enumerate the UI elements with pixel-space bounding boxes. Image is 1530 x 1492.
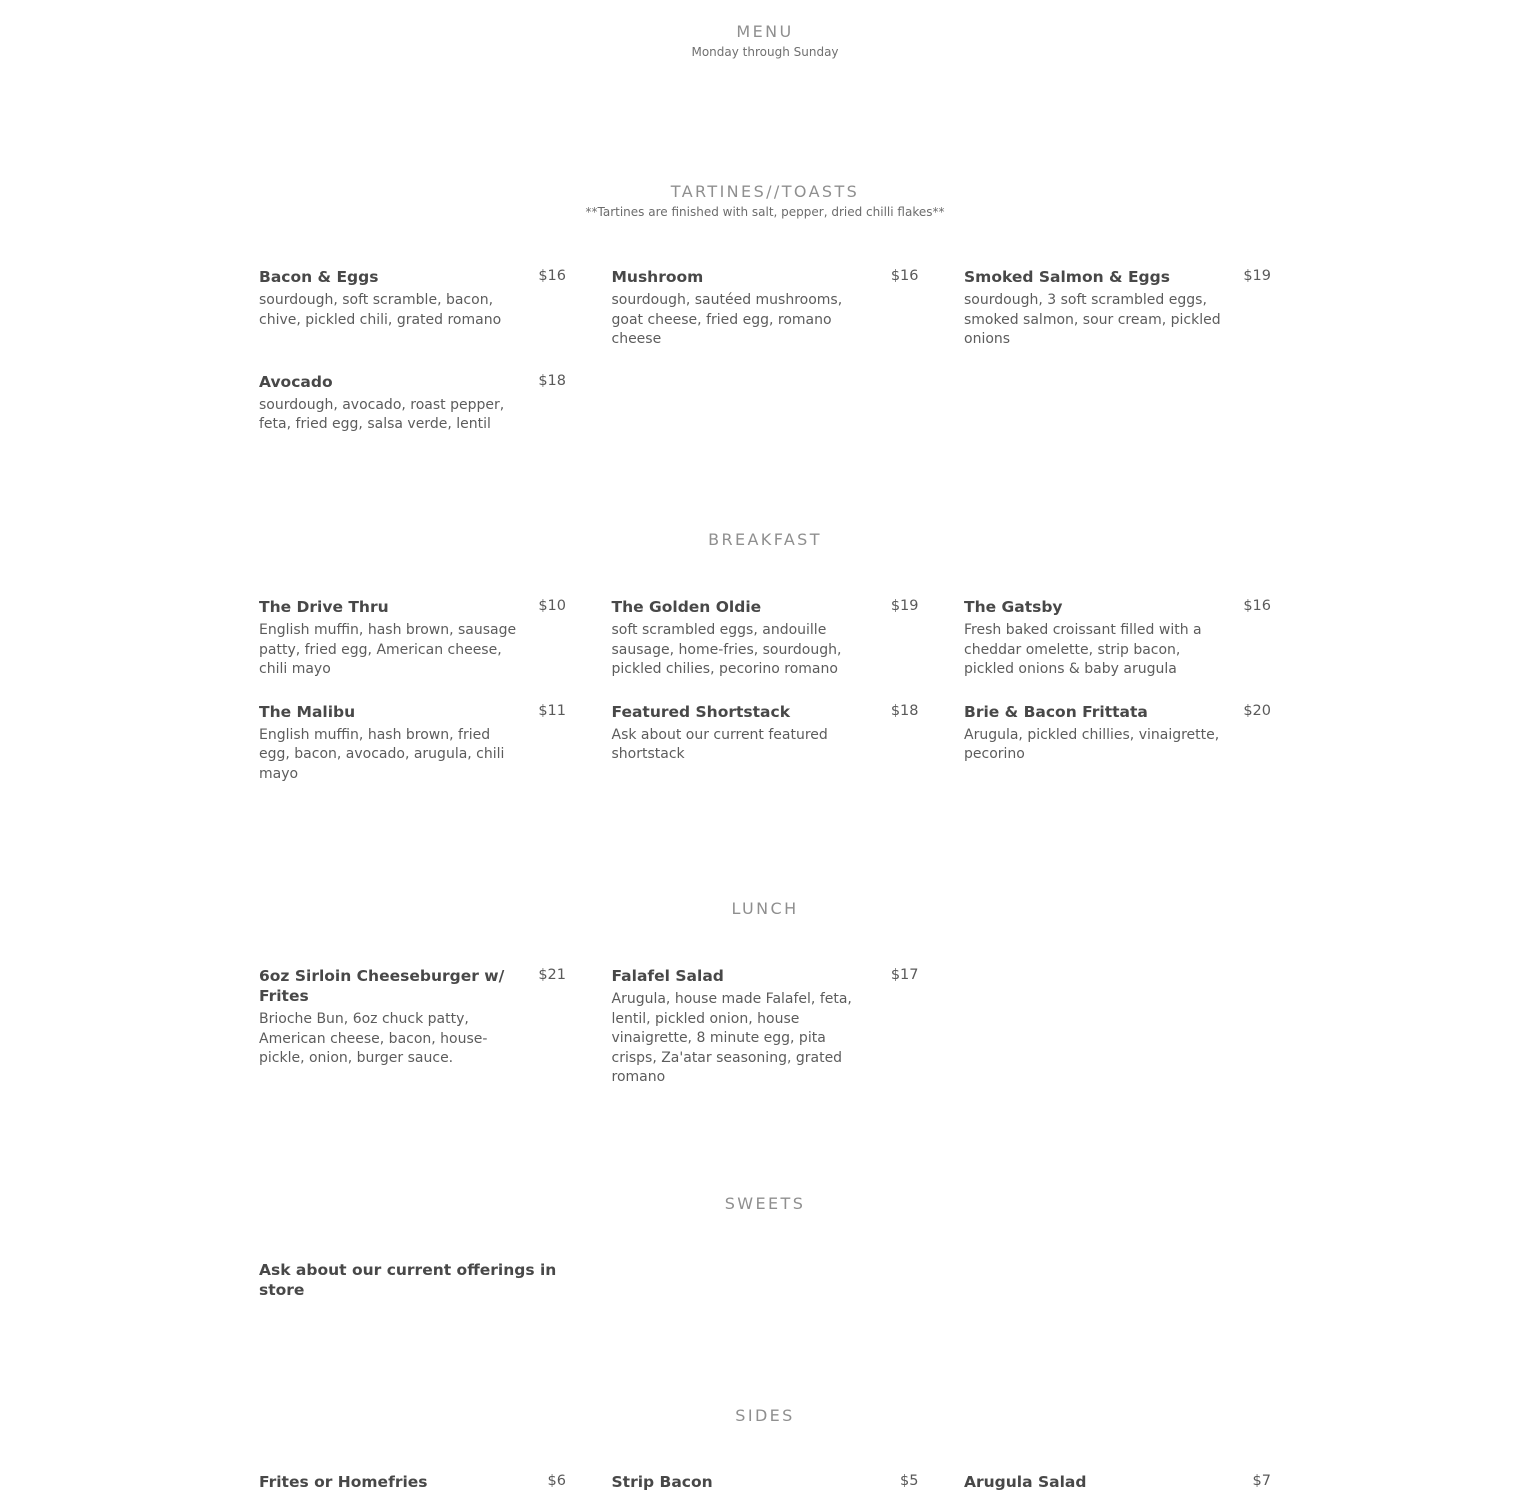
menu-item (612, 267, 919, 350)
menu-title: MENU (736, 22, 794, 41)
item-name: Smoked Salmon & Eggs (964, 268, 1170, 286)
section-sides (0, 1406, 1530, 1426)
item-description: sourdough, soft scramble, bacon, chive, pickled chili, grated romano (259, 292, 502, 328)
item-name: Brie & Bacon Frittata (964, 702, 1148, 721)
item-name: Strip Bacon (611, 1473, 713, 1491)
section-head (0, 182, 1530, 220)
item-price: $19 (890, 598, 919, 614)
menu-item (259, 597, 566, 680)
menu-item (259, 267, 566, 350)
item-description: Arugula, house made Falafel, feta, lentil, pickled onion, house vinaigrette, 8 minute egg, pita crisps, Za'atar seasoning, grated romano (611, 991, 852, 1085)
item-price: $21 (538, 967, 566, 983)
item-price: $11 (538, 702, 566, 719)
item-price: $20 (1243, 702, 1271, 719)
menu-item (964, 267, 1271, 350)
menu-item (259, 372, 566, 435)
item-name: Arugula Salad (964, 1473, 1087, 1491)
item-name: The Drive Thru (259, 598, 389, 616)
item-name: Ask about our current offerings in store (259, 1261, 557, 1299)
menu-header (0, 22, 1530, 60)
tartines-grid (259, 267, 1271, 435)
item-price: $16 (538, 268, 566, 284)
menu-item (612, 702, 919, 785)
menu-item (964, 597, 1271, 680)
section-head (0, 1406, 1530, 1426)
item-price: $6 (547, 1473, 566, 1489)
item-description: sourdough, 3 soft scrambled eggs, smoked salmon, sour cream, pickled onions (964, 292, 1221, 347)
item-description: Arugula, pickled chillies, vinaigrette, pecorino (964, 726, 1220, 762)
item-name: Featured Shortstack (611, 702, 791, 721)
item-description: soft scrambled eggs, andouille sausage, home-fries, sourdough, pickled chilies, pecorino romano (611, 622, 842, 677)
item-description: English muffin, hash brown, fried egg, bacon, avocado, arugula, chili mayo (259, 726, 505, 782)
item-price: $5 (900, 1473, 919, 1489)
item-description: Brioche Bun, 6oz chuck patty, American cheese, bacon, house-pickle, onion, burger sauce. (259, 1011, 488, 1066)
lunch-grid (259, 966, 1271, 1088)
section-title: SWEETS (724, 1194, 806, 1213)
section-tartines (0, 182, 1530, 220)
item-description: English muffin, hash brown, sausage patty, fried egg, American cheese, chili mayo (259, 622, 517, 677)
item-price: $18 (538, 372, 566, 389)
sweets-grid (259, 1260, 1271, 1300)
item-name: Frites or Homefries (259, 1473, 428, 1491)
menu-item (612, 1472, 919, 1492)
item-name: The Malibu (259, 702, 356, 721)
section-note: **Tartines are finished with salt, pepper, dried chilli flakes** (585, 205, 945, 219)
item-description: sourdough, avocado, roast pepper, feta, fried egg, salsa verde, lentil (259, 396, 505, 432)
section-title: LUNCH (731, 899, 799, 918)
menu-item (259, 966, 566, 1088)
item-name: Bacon & Eggs (259, 268, 379, 286)
section-lunch (0, 899, 1530, 919)
item-name: Mushroom (611, 268, 704, 286)
sides-grid (259, 1472, 1271, 1492)
item-price: $19 (1243, 268, 1271, 284)
item-price: $16 (890, 268, 919, 284)
section-head (0, 1194, 1530, 1214)
menu-item (964, 1472, 1271, 1492)
menu-item (259, 1260, 566, 1300)
menu-item (612, 966, 919, 1088)
item-name: Avocado (259, 372, 333, 391)
item-price: $7 (1252, 1473, 1271, 1489)
item-name: Falafel Salad (611, 967, 724, 985)
item-price: $10 (538, 598, 566, 614)
menu-item (964, 702, 1271, 785)
item-name: The Gatsby (964, 598, 1063, 616)
section-head (0, 530, 1530, 550)
item-price: $18 (890, 702, 919, 719)
item-description: Ask about our current featured shortstack (611, 726, 828, 762)
menu-item (259, 702, 566, 785)
section-title: BREAKFAST (708, 530, 822, 549)
section-head (0, 899, 1530, 919)
section-title: SIDES (735, 1406, 795, 1425)
section-sweets (0, 1194, 1530, 1214)
item-description: Fresh baked croissant filled with a cheddar omelette, strip bacon, pickled onions & baby arugula (964, 622, 1202, 677)
menu-item (259, 1472, 566, 1492)
item-description: sourdough, sautéed mushrooms, goat cheese, fried egg, romano cheese (611, 292, 843, 347)
item-price: $16 (1243, 598, 1271, 614)
item-name: 6oz Sirloin Cheeseburger w/ Frites (259, 967, 505, 1005)
menu-item (612, 597, 919, 680)
section-title: TARTINES//TOASTS (670, 182, 860, 201)
item-name: The Golden Oldie (611, 598, 762, 616)
menu-subtitle: Monday through Sunday (691, 45, 839, 59)
section-breakfast (0, 530, 1530, 550)
item-price: $17 (890, 967, 919, 983)
breakfast-grid (259, 597, 1271, 784)
